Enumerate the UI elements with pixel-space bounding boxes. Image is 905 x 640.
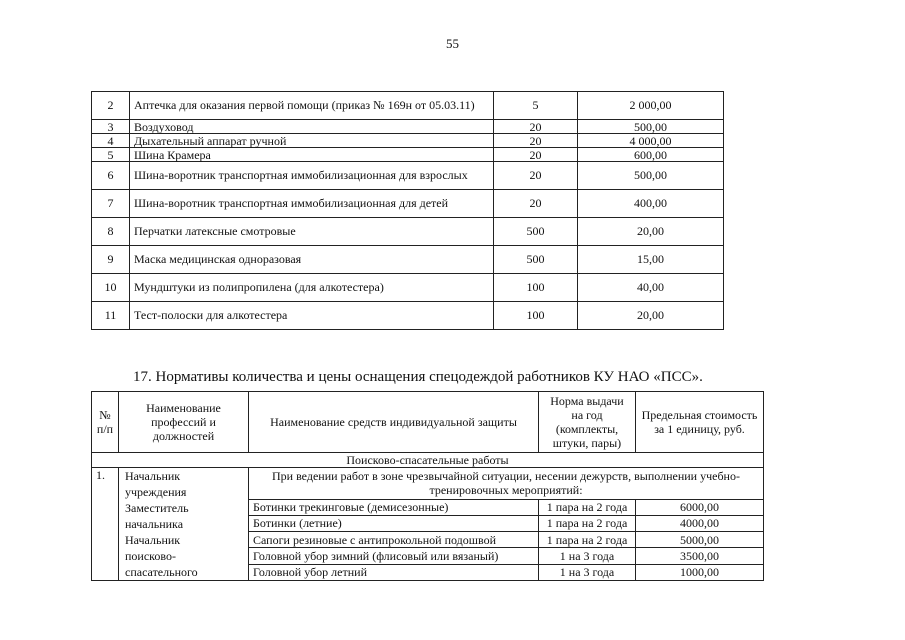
profession-line: учреждения <box>125 485 187 499</box>
item-price: 15,00 <box>578 246 724 274</box>
item-quantity: 100 <box>494 274 578 302</box>
item-price: 500,00 <box>578 120 724 134</box>
row-number: 4 <box>92 134 130 148</box>
row-number: 10 <box>92 274 130 302</box>
section-title: 17. Нормативы количества и цены оснащения спецодеждой работников КУ НАО «ПСС». <box>133 369 703 385</box>
table-row <box>92 92 724 120</box>
item-cost: 4000,00 <box>636 515 764 531</box>
header-profession: Наименование профессий и должностей <box>119 392 249 453</box>
table-row <box>92 148 724 162</box>
item-price: 500,00 <box>578 162 724 190</box>
profession-line: Начальник <box>125 533 181 547</box>
item-name: Шина Крамера <box>130 148 494 162</box>
table-row <box>92 302 724 330</box>
row-number: 8 <box>92 218 130 246</box>
group-label: Поисково-спасательные работы <box>92 453 764 468</box>
item-name: Перчатки латексные смотровые <box>130 218 494 246</box>
equipment-price-table <box>91 91 724 330</box>
table-row <box>92 190 724 218</box>
profession-line: начальника <box>125 517 184 531</box>
item-cost: 1000,00 <box>636 564 764 580</box>
item-norm: 1 пара на 2 года <box>539 532 636 548</box>
profession-line: Начальник <box>125 469 181 483</box>
group-row <box>92 453 764 468</box>
item-norm: 1 на 3 года <box>539 564 636 580</box>
item-name: Воздуховод <box>130 120 494 134</box>
header-num: № п/п <box>92 392 119 453</box>
item-norm: 1 пара на 2 года <box>539 499 636 515</box>
item-name: Мундштуки из полипропилена (для алкотестера) <box>130 274 494 302</box>
equipment-price-table-body <box>92 92 724 330</box>
item-name: Ботинки трекинговые (демисезонные) <box>249 499 539 515</box>
row-number: 2 <box>92 92 130 120</box>
item-cost: 6000,00 <box>636 499 764 515</box>
item-quantity: 500 <box>494 218 578 246</box>
item-name: Дыхательный аппарат ручной <box>130 134 494 148</box>
row-number: 6 <box>92 162 130 190</box>
item-name: Шина-воротник транспортная иммобилизационная для детей <box>130 190 494 218</box>
item-name: Сапоги резиновые с антипрокольной подошвой <box>249 532 539 548</box>
header-norm: Норма выдачи на год (комплекты, штуки, пары) <box>539 392 636 453</box>
page-number: 55 <box>446 36 459 51</box>
item-name: Шина-воротник транспортная иммобилизационная для взрослых <box>130 162 494 190</box>
table-row <box>92 246 724 274</box>
header-row <box>92 392 764 453</box>
item-name: Головной убор летний <box>249 564 539 580</box>
condition-text: При ведении работ в зоне чрезвычайной ситуации, несении дежурств, выполнении учебно-тренировочных мероприятий: <box>249 468 764 500</box>
item-price: 20,00 <box>578 302 724 330</box>
item-price: 20,00 <box>578 218 724 246</box>
item-cost: 5000,00 <box>636 532 764 548</box>
table-row <box>92 218 724 246</box>
item-cost: 3500,00 <box>636 548 764 564</box>
item-quantity: 5 <box>494 92 578 120</box>
profession-line: Заместитель <box>125 501 189 515</box>
item-name: Тест-полоски для алкотестера <box>130 302 494 330</box>
item-quantity: 20 <box>494 148 578 162</box>
table-row <box>92 120 724 134</box>
item-price: 600,00 <box>578 148 724 162</box>
row-number: 11 <box>92 302 130 330</box>
item-quantity: 500 <box>494 246 578 274</box>
item-quantity: 20 <box>494 190 578 218</box>
row-number: 7 <box>92 190 130 218</box>
table-row <box>92 162 724 190</box>
table-row <box>92 134 724 148</box>
item-price: 400,00 <box>578 190 724 218</box>
row-number: 5 <box>92 148 130 162</box>
item-quantity: 20 <box>494 120 578 134</box>
item-price: 40,00 <box>578 274 724 302</box>
item-quantity: 20 <box>494 162 578 190</box>
item-norm: 1 пара на 2 года <box>539 515 636 531</box>
item-name: Маска медицинская одноразовая <box>130 246 494 274</box>
item-quantity: 100 <box>494 302 578 330</box>
item-name: Головной убор зимний (флисовый или вязаный) <box>249 548 539 564</box>
condition-row <box>92 468 764 500</box>
item-norm: 1 на 3 года <box>539 548 636 564</box>
header-means: Наименование средств индивидуальной защиты <box>249 392 539 453</box>
profession-line: поисково- <box>125 549 176 563</box>
table-row <box>92 274 724 302</box>
header-cost: Предельная стоимость за 1 единицу, руб. <box>636 392 764 453</box>
workwear-norms-table <box>91 391 764 581</box>
item-name: Аптечка для оказания первой помощи (приказ № 169н от 05.03.11) <box>130 92 494 120</box>
row-number: 1. <box>92 468 119 581</box>
item-name: Ботинки (летние) <box>249 515 539 531</box>
row-number: 9 <box>92 246 130 274</box>
item-price: 4 000,00 <box>578 134 724 148</box>
row-number: 3 <box>92 120 130 134</box>
profession-cell <box>119 468 249 581</box>
item-quantity: 20 <box>494 134 578 148</box>
profession-line: спасательного <box>125 565 198 579</box>
item-price: 2 000,00 <box>578 92 724 120</box>
